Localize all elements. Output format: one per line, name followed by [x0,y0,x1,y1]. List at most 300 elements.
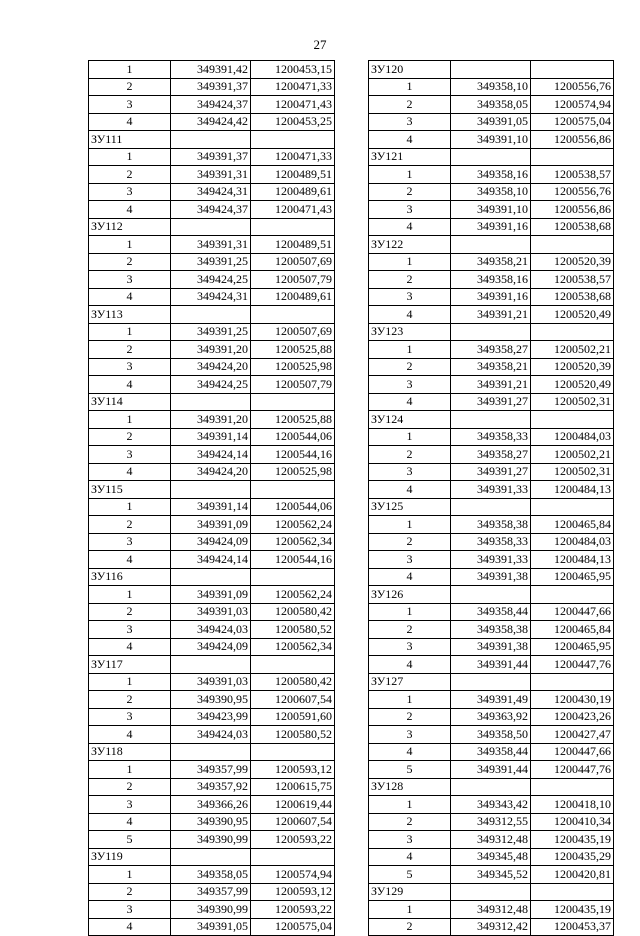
y-coordinate-cell: 1200544,06 [251,498,335,516]
table-row [369,533,614,551]
x-coordinate-cell: 349391,03 [171,603,251,621]
x-coordinate-cell: 349391,16 [451,288,531,306]
table-row [89,691,335,709]
x-coordinate-cell: 349424,03 [171,726,251,744]
point-number-cell: 1 [89,236,171,254]
point-number-cell: 3 [89,358,171,376]
point-number-cell: 4 [369,306,451,324]
x-coordinate-cell: 349391,31 [171,236,251,254]
y-coordinate-cell [531,61,614,79]
table-row [369,813,614,831]
x-coordinate-cell: 349424,14 [171,446,251,464]
y-coordinate-cell: 1200525,98 [251,463,335,481]
parcel-header-row [89,481,335,499]
point-number-cell: 2 [369,358,451,376]
parcel-header-row [369,411,614,429]
x-coordinate-cell: 349391,05 [451,113,531,131]
x-coordinate-cell [451,236,531,254]
x-coordinate-cell: 349391,37 [171,148,251,166]
x-coordinate-cell: 349391,05 [171,918,251,936]
parcel-header-row [369,586,614,604]
point-number-cell: 3 [369,638,451,656]
point-number-cell: 2 [369,813,451,831]
table-row [369,288,614,306]
y-coordinate-cell [251,743,335,761]
y-coordinate-cell: 1200453,15 [251,61,335,79]
x-coordinate-cell: 349391,25 [171,253,251,271]
y-coordinate-cell: 1200465,84 [531,621,614,639]
y-coordinate-cell: 1200453,25 [251,113,335,131]
point-number-cell: 3 [89,796,171,814]
point-number-cell: 3 [369,113,451,131]
y-coordinate-cell [531,323,614,341]
y-coordinate-cell [251,306,335,324]
x-coordinate-cell: 349424,25 [171,376,251,394]
y-coordinate-cell: 1200489,51 [251,236,335,254]
table-row [369,78,614,96]
point-number-cell: 4 [89,726,171,744]
point-number-cell: 4 [89,638,171,656]
point-number-cell: 1 [89,761,171,779]
x-coordinate-cell [171,568,251,586]
point-number-cell: 1 [89,673,171,691]
point-number-cell: 1 [89,411,171,429]
y-coordinate-cell: 1200544,06 [251,428,335,446]
table-row [369,253,614,271]
y-coordinate-cell: 1200484,03 [531,533,614,551]
table-row [369,306,614,324]
x-coordinate-cell: 349366,26 [171,796,251,814]
table-row [369,271,614,289]
point-number-cell: 4 [369,848,451,866]
x-coordinate-cell [451,61,531,79]
table-row [369,796,614,814]
x-coordinate-cell: 349358,05 [451,96,531,114]
x-coordinate-cell: 349358,16 [451,271,531,289]
parcel-header-row [369,498,614,516]
x-coordinate-cell: 349358,05 [171,866,251,884]
parcel-header-row [89,568,335,586]
x-coordinate-cell: 349358,27 [451,341,531,359]
y-coordinate-cell: 1200580,42 [251,603,335,621]
y-coordinate-cell: 1200471,43 [251,201,335,219]
y-coordinate-cell: 1200489,51 [251,166,335,184]
table-row [89,148,335,166]
y-coordinate-cell: 1200525,98 [251,358,335,376]
point-number-cell: 2 [89,778,171,796]
parcel-label-cell: ЗУ125 [369,498,451,516]
x-coordinate-cell: 349358,10 [451,183,531,201]
table-row [369,393,614,411]
x-coordinate-cell: 349391,25 [171,323,251,341]
y-coordinate-cell [251,481,335,499]
y-coordinate-cell [251,656,335,674]
table-row [89,96,335,114]
point-number-cell: 2 [89,883,171,901]
table-row [369,201,614,219]
table-row [89,358,335,376]
point-number-cell: 3 [89,183,171,201]
y-coordinate-cell: 1200507,69 [251,323,335,341]
point-number-cell: 4 [369,218,451,236]
parcel-label-cell: ЗУ111 [89,131,171,149]
y-coordinate-cell: 1200538,68 [531,288,614,306]
x-coordinate-cell: 349391,27 [451,393,531,411]
table-row [369,96,614,114]
parcel-label-cell: ЗУ121 [369,148,451,166]
x-coordinate-cell: 349358,44 [451,743,531,761]
y-coordinate-cell: 1200556,76 [531,78,614,96]
point-number-cell: 2 [369,918,451,936]
point-number-cell: 2 [89,166,171,184]
point-number-cell: 3 [89,446,171,464]
table-row [369,848,614,866]
table-row [369,166,614,184]
point-number-cell: 4 [369,743,451,761]
y-coordinate-cell [531,498,614,516]
table-row [89,603,335,621]
y-coordinate-cell: 1200453,37 [531,918,614,936]
point-number-cell: 3 [89,533,171,551]
point-number-cell: 3 [89,901,171,919]
x-coordinate-cell: 349345,52 [451,866,531,884]
x-coordinate-cell [171,306,251,324]
table-row [369,743,614,761]
parcel-label-cell: ЗУ126 [369,586,451,604]
point-number-cell: 3 [369,201,451,219]
table-row [89,831,335,849]
point-number-cell: 3 [89,271,171,289]
parcel-label-cell: ЗУ117 [89,656,171,674]
parcel-header-row [89,131,335,149]
y-coordinate-cell: 1200507,79 [251,271,335,289]
parcel-header-row [369,148,614,166]
y-coordinate-cell: 1200520,39 [531,358,614,376]
y-coordinate-cell: 1200544,16 [251,551,335,569]
table-row [369,761,614,779]
y-coordinate-cell: 1200580,42 [251,673,335,691]
point-number-cell: 2 [369,96,451,114]
x-coordinate-cell [451,411,531,429]
y-coordinate-cell [531,883,614,901]
y-coordinate-cell: 1200562,34 [251,533,335,551]
table-row [369,218,614,236]
y-coordinate-cell: 1200418,10 [531,796,614,814]
x-coordinate-cell: 349357,92 [171,778,251,796]
table-row [369,621,614,639]
point-number-cell: 1 [89,586,171,604]
y-coordinate-cell: 1200447,66 [531,743,614,761]
table-row [369,183,614,201]
table-row [89,883,335,901]
y-coordinate-cell [251,131,335,149]
x-coordinate-cell: 349424,09 [171,533,251,551]
point-number-cell: 3 [89,96,171,114]
point-number-cell: 1 [369,796,451,814]
point-number-cell: 1 [89,61,171,79]
table-row [89,551,335,569]
x-coordinate-cell: 349357,99 [171,883,251,901]
y-coordinate-cell: 1200507,69 [251,253,335,271]
x-coordinate-cell: 349358,10 [451,78,531,96]
table-row [369,481,614,499]
x-coordinate-cell: 349424,03 [171,621,251,639]
x-coordinate-cell: 349358,21 [451,358,531,376]
point-number-cell: 5 [369,761,451,779]
table-row [89,323,335,341]
point-number-cell: 4 [369,481,451,499]
point-number-cell: 2 [89,253,171,271]
y-coordinate-cell: 1200615,75 [251,778,335,796]
x-coordinate-cell: 349424,37 [171,96,251,114]
table-row [89,201,335,219]
table-row [89,516,335,534]
parcel-label-cell: ЗУ123 [369,323,451,341]
table-row [89,813,335,831]
table-row [369,113,614,131]
table-row [369,901,614,919]
x-coordinate-cell [171,131,251,149]
y-coordinate-cell [251,568,335,586]
parcel-header-row [369,778,614,796]
table-row [89,288,335,306]
point-number-cell: 2 [89,341,171,359]
y-coordinate-cell: 1200562,24 [251,586,335,604]
x-coordinate-cell: 349390,99 [171,901,251,919]
y-coordinate-cell: 1200430,19 [531,691,614,709]
x-coordinate-cell [451,148,531,166]
y-coordinate-cell: 1200525,88 [251,341,335,359]
y-coordinate-cell: 1200562,34 [251,638,335,656]
table-row [89,778,335,796]
y-coordinate-cell [531,586,614,604]
y-coordinate-cell: 1200556,86 [531,201,614,219]
point-number-cell: 4 [369,568,451,586]
table-row [89,61,335,79]
y-coordinate-cell: 1200435,29 [531,848,614,866]
point-number-cell: 4 [369,131,451,149]
table-row [89,708,335,726]
x-coordinate-cell: 349358,50 [451,726,531,744]
table-row [89,253,335,271]
parcel-label-cell: ЗУ119 [89,848,171,866]
y-coordinate-cell: 1200484,13 [531,551,614,569]
y-coordinate-cell [251,218,335,236]
x-coordinate-cell: 349424,20 [171,358,251,376]
table-row [369,463,614,481]
point-number-cell: 4 [89,201,171,219]
x-coordinate-cell: 349424,37 [171,201,251,219]
x-coordinate-cell [451,323,531,341]
table-row [89,166,335,184]
table-row [89,638,335,656]
table-row [89,446,335,464]
y-coordinate-cell: 1200502,21 [531,341,614,359]
x-coordinate-cell: 349391,10 [451,201,531,219]
x-coordinate-cell: 349391,33 [451,551,531,569]
x-coordinate-cell: 349424,20 [171,463,251,481]
y-coordinate-cell: 1200607,54 [251,813,335,831]
table-row [89,726,335,744]
x-coordinate-cell: 349390,95 [171,691,251,709]
parcel-label-cell: ЗУ114 [89,393,171,411]
y-coordinate-cell: 1200427,47 [531,726,614,744]
parcel-label-cell: ЗУ115 [89,481,171,499]
parcel-header-row [89,218,335,236]
y-coordinate-cell [531,778,614,796]
point-number-cell: 2 [89,516,171,534]
point-number-cell: 1 [89,866,171,884]
point-number-cell: 4 [89,813,171,831]
table-row [369,726,614,744]
table-row [369,918,614,936]
y-coordinate-cell: 1200607,54 [251,691,335,709]
y-coordinate-cell: 1200593,22 [251,901,335,919]
x-coordinate-cell: 349391,16 [451,218,531,236]
point-number-cell: 1 [89,323,171,341]
point-number-cell: 4 [89,288,171,306]
table-row [369,428,614,446]
y-coordinate-cell: 1200410,34 [531,813,614,831]
point-number-cell: 2 [89,78,171,96]
point-number-cell: 2 [369,533,451,551]
table-row [369,708,614,726]
y-coordinate-cell: 1200580,52 [251,726,335,744]
x-coordinate-cell: 349363,92 [451,708,531,726]
y-coordinate-cell: 1200447,66 [531,603,614,621]
table-row [369,446,614,464]
x-coordinate-cell: 349358,38 [451,516,531,534]
table-row [369,831,614,849]
y-coordinate-cell: 1200465,84 [531,516,614,534]
x-coordinate-cell: 349391,20 [171,411,251,429]
y-coordinate-cell: 1200489,61 [251,288,335,306]
x-coordinate-cell: 349391,14 [171,428,251,446]
table-row [89,463,335,481]
x-coordinate-cell: 349358,38 [451,621,531,639]
y-coordinate-cell [251,393,335,411]
point-number-cell: 2 [369,708,451,726]
point-number-cell: 3 [369,831,451,849]
parcel-header-row [369,61,614,79]
point-number-cell: 3 [369,463,451,481]
x-coordinate-cell [171,743,251,761]
parcel-header-row [89,656,335,674]
parcel-header-row [369,673,614,691]
point-number-cell: 1 [369,341,451,359]
x-coordinate-cell: 349390,99 [171,831,251,849]
table-row [369,603,614,621]
parcel-header-row [369,236,614,254]
y-coordinate-cell: 1200489,61 [251,183,335,201]
point-number-cell: 2 [369,446,451,464]
table-row [369,341,614,359]
parcel-label-cell: ЗУ112 [89,218,171,236]
y-coordinate-cell [531,411,614,429]
table-row [89,183,335,201]
point-number-cell: 2 [369,271,451,289]
y-coordinate-cell: 1200575,04 [531,113,614,131]
x-coordinate-cell [171,393,251,411]
x-coordinate-cell: 349358,33 [451,533,531,551]
x-coordinate-cell: 349424,42 [171,113,251,131]
x-coordinate-cell [451,498,531,516]
parcel-label-cell: ЗУ122 [369,236,451,254]
table-row [89,341,335,359]
x-coordinate-cell: 349391,10 [451,131,531,149]
y-coordinate-cell: 1200465,95 [531,638,614,656]
y-coordinate-cell: 1200593,22 [251,831,335,849]
point-number-cell: 1 [89,498,171,516]
x-coordinate-cell: 349312,48 [451,901,531,919]
y-coordinate-cell: 1200447,76 [531,656,614,674]
y-coordinate-cell: 1200538,57 [531,271,614,289]
y-coordinate-cell: 1200593,12 [251,883,335,901]
coordinates-table-right [368,60,614,936]
table-row [89,236,335,254]
x-coordinate-cell: 349390,95 [171,813,251,831]
x-coordinate-cell: 349391,42 [171,61,251,79]
x-coordinate-cell: 349391,14 [171,498,251,516]
table-row [369,376,614,394]
y-coordinate-cell: 1200574,94 [251,866,335,884]
point-number-cell: 1 [369,901,451,919]
table-row [89,866,335,884]
table-row [89,533,335,551]
x-coordinate-cell [171,218,251,236]
y-coordinate-cell [531,673,614,691]
y-coordinate-cell: 1200591,60 [251,708,335,726]
parcel-label-cell: ЗУ118 [89,743,171,761]
table-row [89,673,335,691]
table-row [89,498,335,516]
table-row [369,638,614,656]
table-row [369,131,614,149]
y-coordinate-cell [251,848,335,866]
table-row [89,901,335,919]
table-row [89,271,335,289]
x-coordinate-cell: 349424,14 [171,551,251,569]
x-coordinate-cell [451,883,531,901]
coordinates-table-left [88,60,335,936]
y-coordinate-cell: 1200465,95 [531,568,614,586]
x-coordinate-cell [451,673,531,691]
y-coordinate-cell: 1200502,21 [531,446,614,464]
table-row [369,516,614,534]
y-coordinate-cell: 1200502,31 [531,393,614,411]
x-coordinate-cell: 349358,16 [451,166,531,184]
x-coordinate-cell: 349357,99 [171,761,251,779]
y-coordinate-cell: 1200525,88 [251,411,335,429]
x-coordinate-cell: 349312,48 [451,831,531,849]
x-coordinate-cell: 349391,21 [451,376,531,394]
parcel-header-row [369,323,614,341]
point-number-cell: 3 [369,726,451,744]
y-coordinate-cell: 1200575,04 [251,918,335,936]
y-coordinate-cell: 1200520,49 [531,306,614,324]
table-row [89,586,335,604]
point-number-cell: 5 [89,831,171,849]
table-row [369,568,614,586]
y-coordinate-cell: 1200423,26 [531,708,614,726]
point-number-cell: 4 [369,656,451,674]
parcel-label-cell: ЗУ129 [369,883,451,901]
point-number-cell: 2 [369,621,451,639]
point-number-cell: 5 [369,866,451,884]
point-number-cell: 2 [89,428,171,446]
point-number-cell: 4 [369,393,451,411]
x-coordinate-cell: 349391,38 [451,638,531,656]
